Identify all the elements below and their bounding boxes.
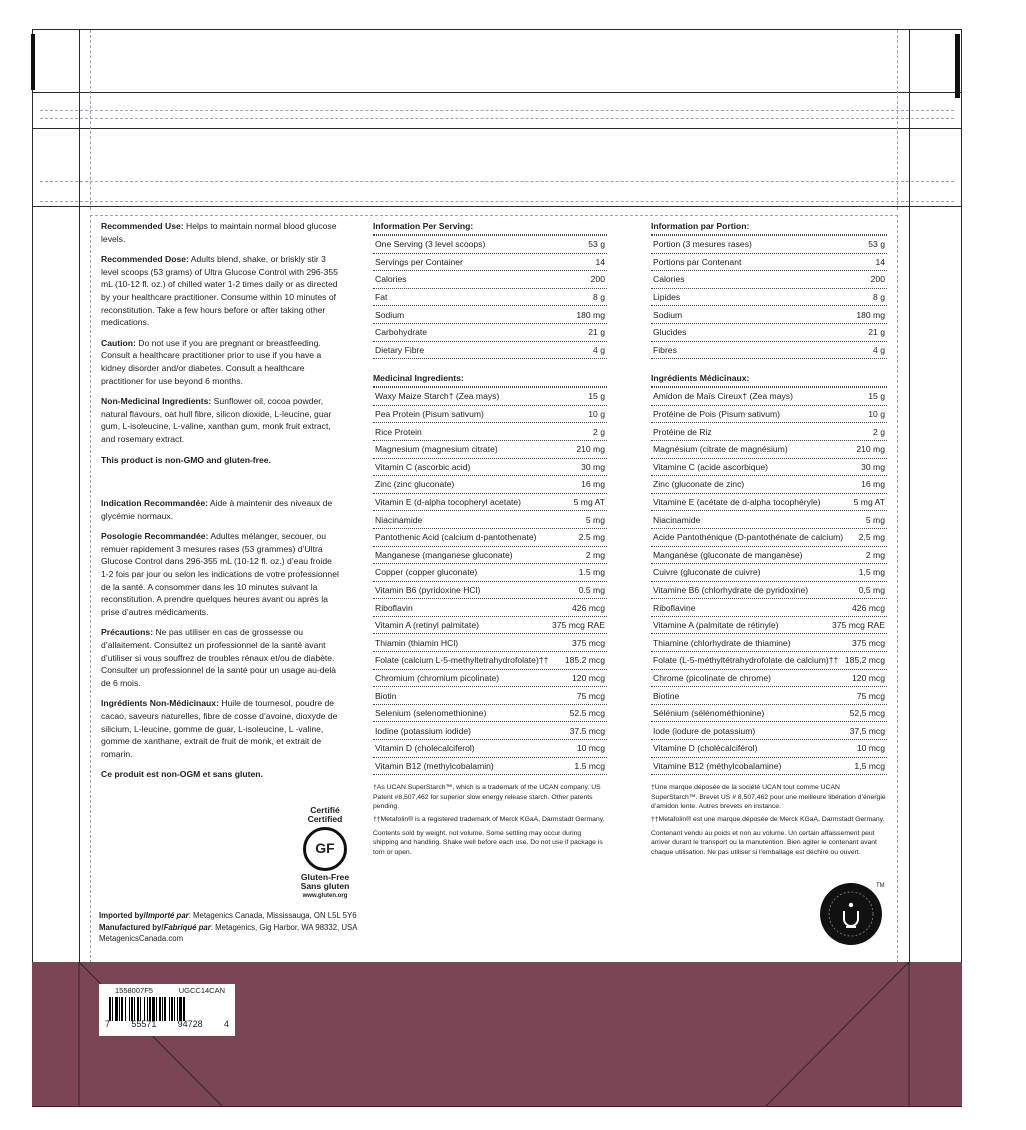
en-medicinal-label: Thiamin (thiamin HCl) [375, 637, 459, 648]
fr-medicinal-value: 5 mg [865, 514, 885, 525]
en-medicinal-row [373, 459, 607, 477]
en-serving-value: 14 [595, 256, 605, 267]
fr-medicinal-row [651, 740, 887, 758]
fr-medicinal-label: Vitamine A (palmitate de rétinyle) [653, 620, 779, 631]
en-medicinal-row [373, 529, 607, 547]
fr-footnotes: †Une marque déposée de la société UCAN tout comme UCAN SuperStarch™. Brevet US # 8,507,462 pour une meilleure libération d’énergie d’amidon lente. Autres brevets en instance. ††Metafolin® est une marque déposée de Merck KGaA, Darmstadt Germany. Contenant vendu au poids et non au volume. Un certain affaissement peut arriver durant le transport ou la manutention. Bien agiter le contenant avant chaque utilisation. Ne pas utiliser si l’emballage est déchiré ou ouvert. [651, 784, 886, 856]
guide-h-1 [40, 110, 954, 111]
fr-medicinal-row [651, 441, 887, 459]
guide-h-2 [40, 118, 954, 119]
fr-medicinal-value: 0,5 mg [858, 584, 885, 595]
en-medicinal-value: 75 mcg [576, 690, 605, 701]
fr-serving-value: 200 [870, 274, 885, 285]
en-medicinal-row [373, 722, 607, 740]
fr-medicinal-value: 37,5 mcg [849, 725, 885, 736]
en-medicinal-row [373, 423, 607, 441]
fr-medicinal-label: Vitamine E (acétate de d-alpha tocophéryle) [653, 497, 821, 508]
guide-h-5 [90, 215, 898, 216]
fr-medicinal-label: Zinc (gluconate de zinc) [653, 479, 745, 490]
fr-medicinal-value: 2,5 mg [858, 532, 885, 543]
fr-medicinal-row [651, 476, 887, 494]
fr-serving-label: Sodium [653, 309, 683, 320]
fr-medicinal-label: Cuivre (gluconate de cuivre) [653, 567, 761, 578]
en-serving-label: Fat [375, 292, 388, 303]
en-serving-label: Servings per Container [375, 256, 463, 267]
recommended-use: Recommended Use: Helps to maintain normal blood glucose levels. [101, 221, 337, 244]
fr-medicinal-row [651, 687, 887, 705]
dieline-left-inner [79, 29, 80, 1107]
en-medicinal-value: 185.2 mcg [564, 655, 605, 666]
guide-v-right [897, 30, 898, 210]
fr-medicinal-label: Sélénium (sélénométhionine) [653, 708, 765, 719]
en-medicinal-label: Selenium (selenomethionine) [375, 708, 487, 719]
en-medicinal-row [373, 705, 607, 723]
en-medicinal-value: 16 mg [581, 479, 605, 490]
fr-medicinal-label: Chrome (picolinate de chrome) [653, 672, 771, 683]
fr-serving-value: 180 mg [856, 309, 885, 320]
en-medicinal-value: 210 mg [576, 444, 605, 455]
en-serving-row [373, 324, 607, 342]
dieline-top [32, 29, 962, 30]
en-serving-value: 8 g [593, 292, 605, 303]
fr-medicinal-row [651, 617, 887, 635]
fr-serving-row [651, 324, 887, 342]
fr-medicinal-value: 10 g [868, 409, 885, 420]
fr-medicinal-value: 375 mcg [852, 637, 885, 648]
fr-medicinal-value: 185,2 mcg [844, 655, 885, 666]
fr-medicinal-heading: Ingrédients Médicinaux: [651, 373, 750, 384]
fr-medicinal-label: Vitamine D (cholécalciférol) [653, 743, 758, 754]
product-code: UGCC14CAN [178, 986, 225, 995]
fr-medicinal-row [651, 406, 887, 424]
fr-medicinal-value: 75 mcg [856, 690, 885, 701]
en-serving-label: Carbohydrate [375, 327, 428, 338]
en-medicinal-label: Vitamin A (retinyl palmitate) [375, 620, 479, 631]
guide-h-4 [40, 201, 954, 202]
fr-medicinal-row [651, 722, 887, 740]
en-medicinal-value: 10 mcg [576, 743, 605, 754]
en-serving-row [373, 289, 607, 307]
fr-medicinal-value: 120 mcg [852, 672, 885, 683]
fr-medicinal-label: Folate (L-5-méthyltétrahydrofolate de calcium)†† [653, 655, 839, 666]
en-medicinal-label: Copper (copper gluconate) [375, 567, 478, 578]
barcode-label: 1558007F5 UGCC14CAN 7 55571 94728 4 [99, 984, 235, 1036]
en-medicinal-row [373, 494, 607, 512]
fr-serving-row [651, 289, 887, 307]
fr-serving-heading: Information par Portion: [651, 221, 750, 231]
fr-serving-row [651, 254, 887, 272]
en-medicinal-rows [373, 386, 607, 775]
fr-serving-row [651, 306, 887, 324]
fr-medicinal-rows [651, 386, 887, 775]
en-serving-row [373, 235, 607, 254]
en-medicinal-row [373, 476, 607, 494]
en-medicinal-label: Vitamin C (ascorbic acid) [375, 461, 471, 472]
ucan-badge-icon [820, 883, 882, 945]
en-medicinal-label: Manganese (manganese gluconate) [375, 549, 513, 560]
en-medicinal-row [373, 511, 607, 529]
fr-medicinal-row [651, 670, 887, 688]
fr-medicinal-row [651, 599, 887, 617]
en-medicinal-row [373, 687, 607, 705]
dieline-h3 [32, 206, 962, 207]
dieline-h1 [32, 92, 962, 93]
en-medicinal-row [373, 617, 607, 635]
fr-info-table [651, 221, 887, 861]
en-medicinal-value: 375 mcg [572, 637, 605, 648]
en-serving-label: Sodium [375, 309, 405, 320]
en-medicinal-row [373, 758, 607, 776]
en-medicinal-value: 426 mcg [572, 602, 605, 613]
ucan-tm: TM [876, 883, 885, 889]
en-serving-value: 180 mg [576, 309, 605, 320]
fr-medicinal-row [651, 652, 887, 670]
en-medicinal-label: Magnesium (magnesium citrate) [375, 444, 498, 455]
non-gmo-statement: This product is non-GMO and gluten-free. [101, 454, 271, 465]
en-serving-label: One Serving (3 level scoops) [375, 239, 486, 250]
en-medicinal-label: Vitamin E (d-alpha tocopheryl acetate) [375, 497, 522, 508]
fr-medicinal-value: 210 mg [856, 444, 885, 455]
en-medicinal-row [373, 740, 607, 758]
fr-medicinal-row [651, 547, 887, 565]
fr-medicinal-value: 1,5 mg [858, 567, 885, 578]
fr-serving-value: 4 g [873, 344, 885, 355]
en-medicinal-row [373, 564, 607, 582]
guide-v-left-lower [90, 215, 91, 963]
gf-circle-icon: GF [303, 827, 347, 871]
fr-medicinal-row [651, 459, 887, 477]
fr-medicinal-value: 1,5 mcg [854, 760, 885, 771]
fr-medicinal-value: 5 mg AT [853, 497, 885, 508]
gluten-free-certified-logo: Certifié Certified GF Gluten-Free Sans gluten www.gluten.org [300, 805, 350, 899]
fr-medicinal-value: 30 mg [861, 461, 885, 472]
en-serving-label: Dietary Fibre [375, 344, 425, 355]
fr-posologie: Posologie Recommandée: Adultes mélanger, secouer, ou remuer rapidement 3 mesures rases (53 grammes) d’Ultra Glucose Control dans 296-355 mL (10-12 fl. oz.) d’eau froide 1-2 fois par jour ou selon les indications de votre professionnel de la santé. A consommer dans les 10 minutes suivant la reconstitution. A prendre quelques heures avant ou après la prise d’autres médicaments. [101, 531, 339, 617]
en-medicinal-row [373, 387, 607, 406]
fr-medicinal-label: Vitamine C (acide ascorbique) [653, 461, 768, 472]
recommended-dose: Recommended Dose: Adults blend, shake, or briskly stir 3 level scoops (53 grams) of Ultra Glucose Control with 296-355 mL (10-12 fl. oz.) of chilled water 1-2 times daily or as directed by your healthcare practitioner. Consume within 10 minutes of reconstitution. Take a few hours before or after taking other medications. [101, 254, 338, 328]
fr-serving-row [651, 342, 887, 360]
fr-medicinal-value: 2 mg [865, 549, 885, 560]
fr-medicinal-row [651, 529, 887, 547]
en-medicinal-value: 5 mg [585, 514, 605, 525]
fr-serving-row [651, 271, 887, 289]
fr-medicinal-value: 2 g [873, 426, 885, 437]
en-serving-heading: Information Per Serving: [373, 221, 474, 231]
guide-v-right-lower [897, 215, 898, 963]
fr-medicinal-label: Biotine [653, 690, 680, 701]
en-medicinal-label: Pantothenic Acid (calcium d-pantothenate) [375, 532, 537, 543]
dieline-right-inner [909, 29, 910, 1107]
en-serving-row [373, 342, 607, 360]
fr-medicinal-label: Magnésium (citrate de magnésium) [653, 444, 788, 455]
fr-indication: Indication Recommandée: Aide à maintenir des niveaux de glycémie normaux. [101, 498, 333, 521]
en-medicinal-label: Riboflavin [375, 602, 413, 613]
fr-serving-label: Portions par Contenant [653, 256, 742, 267]
left-text-column-fr [101, 497, 341, 789]
fr-medicinal-label: Protéine de Pois (Pisum sativum) [653, 409, 781, 420]
fr-medicinal-row [651, 758, 887, 776]
en-medicinal-row [373, 441, 607, 459]
fr-medicinal-label: Manganèse (gluconate de manganèse) [653, 549, 803, 560]
importer-info: Imported by/Importé par: Metagenics Canada, Mississauga, ON L5L 5Y6 Manufactured by/Fabriqué par: Metagenics, Gig Harbor, WA 98332, USA MetagenicsCanada.com [99, 911, 358, 943]
en-medicinal-value: 1.5 mg [578, 567, 605, 578]
en-medicinal-value: 375 mcg RAE [551, 620, 605, 631]
fr-medicinal-value: 52,5 mcg [849, 708, 885, 719]
guide-h-3 [40, 181, 954, 182]
en-medicinal-label: Rice Protein [375, 426, 422, 437]
en-medicinal-row [373, 652, 607, 670]
fr-serving-value: 8 g [873, 292, 885, 303]
fr-medicinal-label: Acide Pantothénique (D-pantothénate de calcium) [653, 532, 844, 543]
en-medicinal-value: 5 mg AT [573, 497, 605, 508]
fr-medicinal-row [651, 511, 887, 529]
en-medicinal-label: Pea Protein (Pisum sativum) [375, 409, 484, 420]
fr-serving-value: 53 g [868, 239, 885, 250]
fr-medicinal-row [651, 494, 887, 512]
fr-serving-value: 14 [875, 256, 885, 267]
caution: Caution: Do not use if you are pregnant or breastfeeding. Consult a healthcare practitioner prior to use if you have a kidney disorder and/or diabetes. Consult a healthcare practitioner for use beyond 6 months. [101, 337, 322, 386]
fr-precautions: Précautions: Ne pas utiliser en cas de grossesse ou d’allaitement. Consultez un professionnel de la santé avant d’utiliser si vous souffrez de troubles rénaux et/ou de diabète. Consulter un professionnel de la santé pour un usage au-delà de 6 mois. [101, 627, 337, 688]
fr-medicinal-label: Vitamine B12 (méthylcobalamine) [653, 760, 782, 771]
fr-medicinal-row [651, 423, 887, 441]
en-serving-rows [373, 234, 607, 359]
left-text-column [101, 220, 341, 474]
en-info-table [373, 221, 607, 861]
lot-number: 1558007F5 [115, 986, 153, 995]
fr-medicinal-label: Niacinamide [653, 514, 701, 525]
fr-serving-rows [651, 234, 887, 359]
fr-medicinal-value: 426 mcg [852, 602, 885, 613]
en-medicinal-row [373, 582, 607, 600]
fr-medicinal-row [651, 705, 887, 723]
fr-medicinal-row [651, 564, 887, 582]
en-medicinal-value: 37.5 mcg [569, 725, 605, 736]
en-medicinal-row [373, 599, 607, 617]
fr-serving-label: Calories [653, 274, 685, 285]
en-medicinal-label: Chromium (chromium picolinate) [375, 672, 500, 683]
fr-medicinal-label: Thiamine (chlorhydrate de thiamine) [653, 637, 791, 648]
en-medicinal-value: 0.5 mg [578, 584, 605, 595]
dieline-right-outer [961, 29, 962, 1107]
guide-v-left [90, 30, 91, 210]
en-medicinal-value: 2.5 mg [578, 532, 605, 543]
dieline-tab-right [955, 34, 960, 98]
fr-medicinal-label: Riboflavine [653, 602, 696, 613]
en-medicinal-row [373, 670, 607, 688]
en-medicinal-row [373, 406, 607, 424]
en-serving-value: 200 [590, 274, 605, 285]
en-serving-value: 4 g [593, 344, 605, 355]
fr-serving-label: Lipides [653, 292, 681, 303]
fr-medicinal-label: Amidon de Maïs Cireux† (Zea mays) [653, 391, 793, 402]
fr-medicinal-row [651, 634, 887, 652]
en-serving-row [373, 306, 607, 324]
fr-serving-row [651, 235, 887, 254]
dieline-left-outer [32, 29, 33, 1107]
en-serving-value: 21 g [588, 327, 605, 338]
en-medicinal-label: Zinc (zinc gluconate) [375, 479, 455, 490]
en-medicinal-label: Vitamin B6 (pyridoxine HCl) [375, 584, 481, 595]
en-medicinal-label: Iodine (potassium iodide) [375, 725, 472, 736]
en-medicinal-label: Biotin [375, 690, 397, 701]
dieline-tab-left [31, 34, 35, 90]
en-medicinal-label: Waxy Maize Starch† (Zea mays) [375, 391, 500, 402]
fr-medicinal-label: Vitamine B6 (chlorhydrate de pyridoxine) [653, 584, 809, 595]
en-medicinal-value: 52.5 mcg [569, 708, 605, 719]
en-serving-row [373, 271, 607, 289]
en-footnotes: †As UCAN SuperStarch™, which is a trademark of the UCAN company. US Patent #8,507,462 for superior slow energy release starch. Other patents pending. ††Metafolin® is a registered trademark of Merck KGaA, Darmstadt Germany. Contents sold by weight, not volume. Some settling may occur during shipping and handling. Shake well before each use. Do not use if package is torn or open. [373, 784, 605, 856]
fr-non-ogm-statement: Ce produit est non-OGM et sans gluten. [101, 769, 263, 780]
en-medicinal-value: 2 mg [585, 549, 605, 560]
dieline-h2 [32, 128, 962, 129]
en-medicinal-label: Vitamin B12 (methylcobalamin) [375, 760, 494, 771]
en-medicinal-value: 120 mcg [572, 672, 605, 683]
en-medicinal-value: 1.5 mcg [574, 760, 605, 771]
fr-medicinal-value: 15 g [868, 391, 885, 402]
en-medicinal-value: 15 g [588, 391, 605, 402]
en-serving-label: Calories [375, 274, 407, 285]
en-medicinal-label: Niacinamide [375, 514, 423, 525]
fr-serving-label: Fibres [653, 344, 677, 355]
en-medicinal-label: Vitamin D (cholecalciferol) [375, 743, 475, 754]
en-medicinal-value: 30 mg [581, 461, 605, 472]
fr-medicinal-row [651, 582, 887, 600]
en-serving-value: 53 g [588, 239, 605, 250]
en-medicinal-heading: Medicinal Ingredients: [373, 373, 464, 384]
fr-non-medicinal: Ingrédients Non-Médicinaux: Huile de tournesol, poudre de cacao, saveurs naturelles, fibre de cosse d’avoine, dioxyde de silicium, L-leucine, gomme de guar, L-isoleucine, L -valine, gomme de xanthane, extrait de fruit de monk, et extrait de romarin. [101, 698, 338, 759]
en-medicinal-row [373, 547, 607, 565]
fr-serving-label: Portion (3 mesures rases) [653, 239, 752, 250]
fr-serving-label: Glucides [653, 327, 687, 338]
fr-medicinal-value: 16 mg [861, 479, 885, 490]
en-medicinal-value: 10 g [588, 409, 605, 420]
en-medicinal-value: 2 g [593, 426, 605, 437]
non-medicinal-ingredients: Non-Medicinal Ingredients: Sunflower oil, cocoa powder, natural flavours, oat hull fibre, silicon dioxide, L-leucine, guar gum, L-isoleucine, L-valine, xanthan gum, monk fruit extract, and rosemary extract. [101, 396, 332, 444]
en-medicinal-label: Folate (calcium L-5-methyltetrahydrofolate)†† [375, 655, 549, 666]
fr-medicinal-label: Protéine de Riz [653, 426, 712, 437]
en-serving-row [373, 254, 607, 272]
en-medicinal-row [373, 634, 607, 652]
fr-medicinal-value: 375 mcg RAE [831, 620, 885, 631]
fr-medicinal-label: Iode (iodure de potassium) [653, 725, 756, 736]
fr-medicinal-row [651, 387, 887, 406]
ucan-glyph-icon [820, 883, 882, 945]
fr-medicinal-value: 10 mcg [856, 743, 885, 754]
fr-serving-value: 21 g [868, 327, 885, 338]
